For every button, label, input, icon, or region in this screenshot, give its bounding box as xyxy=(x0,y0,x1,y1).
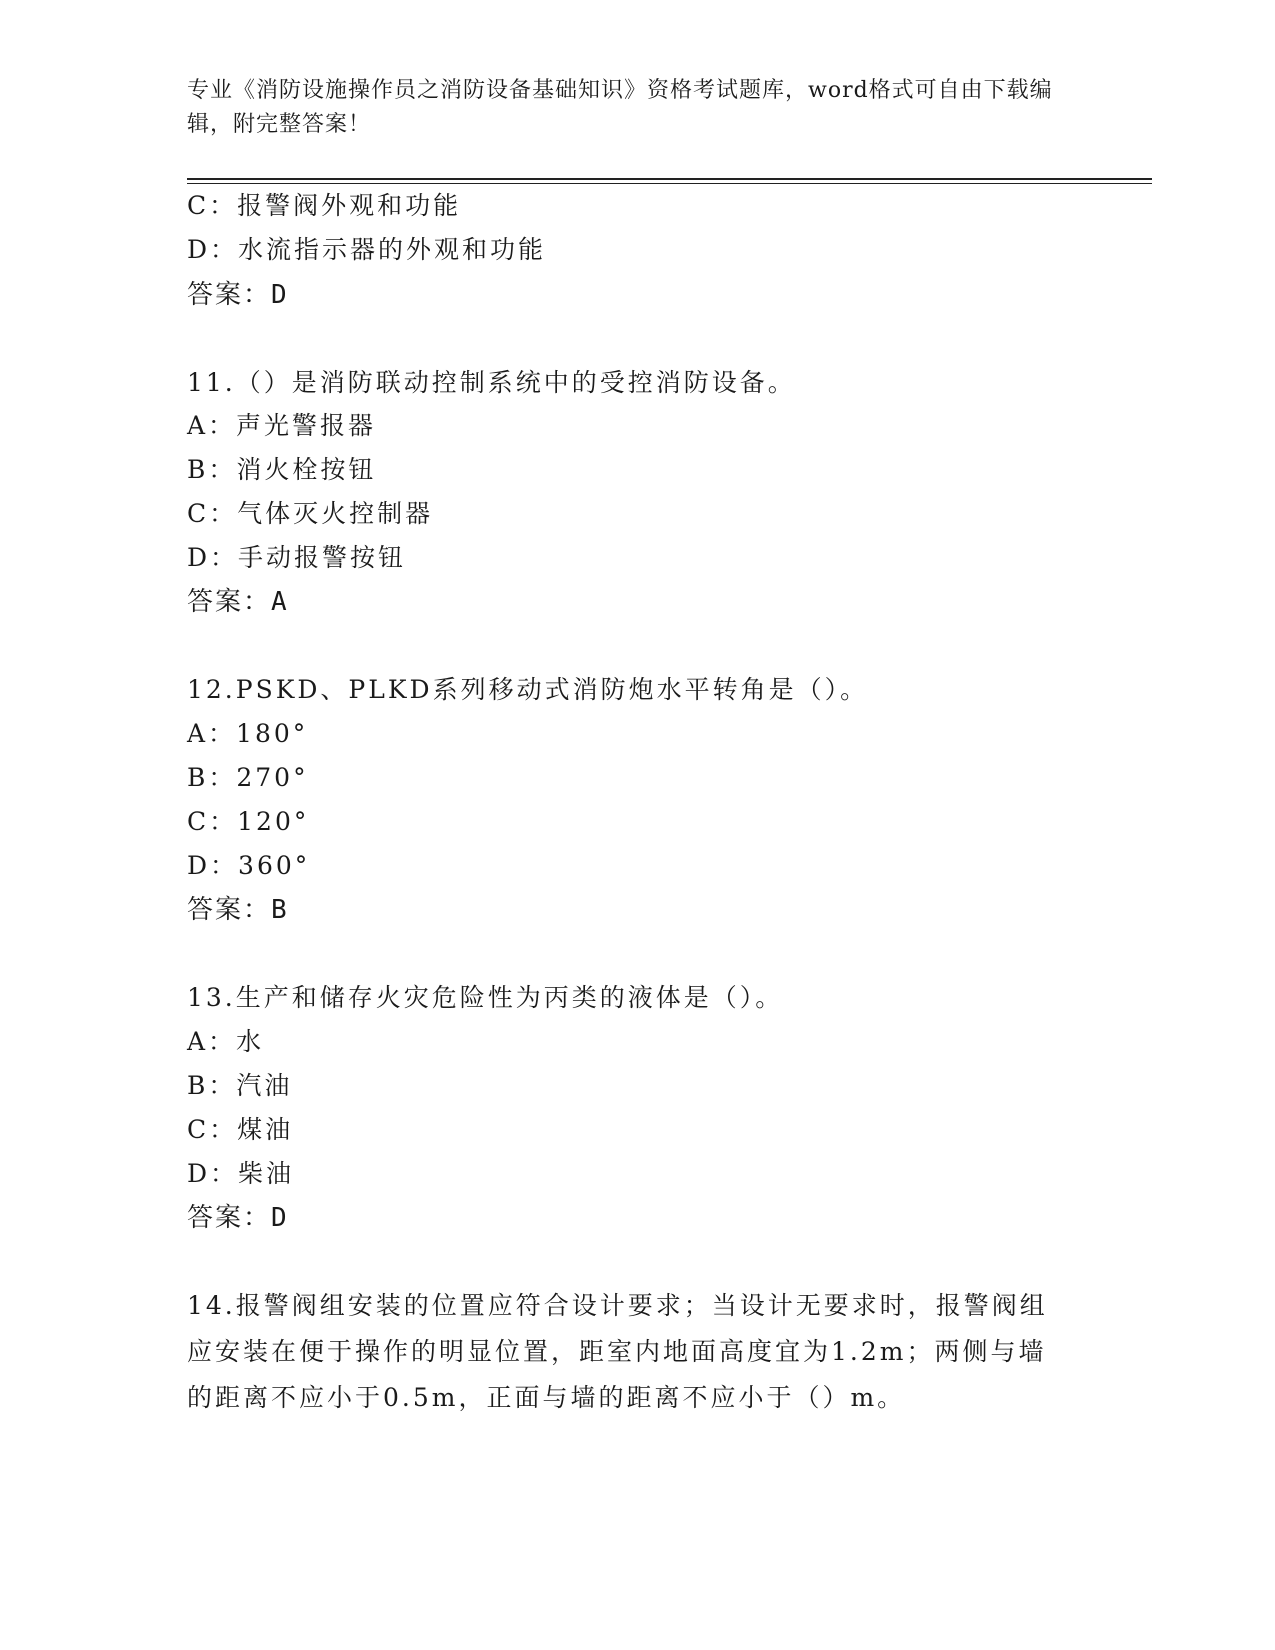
q10-answer xyxy=(187,279,289,311)
q12-option-c: C：120° xyxy=(187,807,310,836)
q12-answer xyxy=(187,894,289,926)
q13-option-b: B：汽油 xyxy=(187,1071,293,1100)
q12-stem: 12.PSKD、PLKD系列移动式消防炮水平转角是（）。 xyxy=(187,675,869,704)
answer-label: 答案： xyxy=(187,1203,272,1233)
answer-value: B xyxy=(271,895,289,925)
answer-value: D xyxy=(271,280,289,310)
q11-answer xyxy=(187,586,289,618)
answer-label: 答案： xyxy=(187,895,272,925)
q13-answer xyxy=(187,1202,289,1234)
q13-option-c: C：煤油 xyxy=(187,1115,294,1144)
q13-option-a: A：水 xyxy=(187,1027,265,1056)
q13-option-d: D：柴油 xyxy=(187,1159,295,1188)
q11-stem: 11.（）是消防联动控制系统中的受控消防设备。 xyxy=(187,368,796,397)
q11-option-b: B：消火栓按钮 xyxy=(187,455,377,484)
answer-label: 答案： xyxy=(187,587,272,617)
q11-option-a: A：声光警报器 xyxy=(187,411,377,440)
header-divider-thin xyxy=(187,183,1152,184)
q10-option-d: D：水流指示器的外观和功能 xyxy=(187,235,547,264)
q11-option-c: C：气体灭火控制器 xyxy=(187,499,434,528)
q13-stem: 13.生产和储存火灾危险性为丙类的液体是（）。 xyxy=(187,983,784,1012)
q11-option-d: D：手动报警按钮 xyxy=(187,543,407,572)
q12-option-b: B：270° xyxy=(187,763,309,792)
answer-label: 答案： xyxy=(187,280,272,310)
answer-value: D xyxy=(271,1203,289,1233)
q12-option-d: D：360° xyxy=(187,851,311,880)
answer-value: A xyxy=(271,587,289,617)
q10-option-c: C：报警阀外观和功能 xyxy=(187,191,462,220)
q14-stem: 14.报警阀组安装的位置应符合设计要求；当设计无要求时，报警阀组应安装在便于操作的明显位置，距室内地面高度宜为1.2m；两侧与墙的距离不应小于0.5m，正面与墙的距离不应小于（）m。 xyxy=(187,1291,1048,1412)
document-header: 专业《消防设施操作员之消防设备基础知识》资格考试题库，word格式可自由下载编辑，附完整答案！ xyxy=(187,78,1053,137)
q12-option-a: A：180° xyxy=(187,719,309,748)
header-divider-thick xyxy=(187,178,1152,180)
